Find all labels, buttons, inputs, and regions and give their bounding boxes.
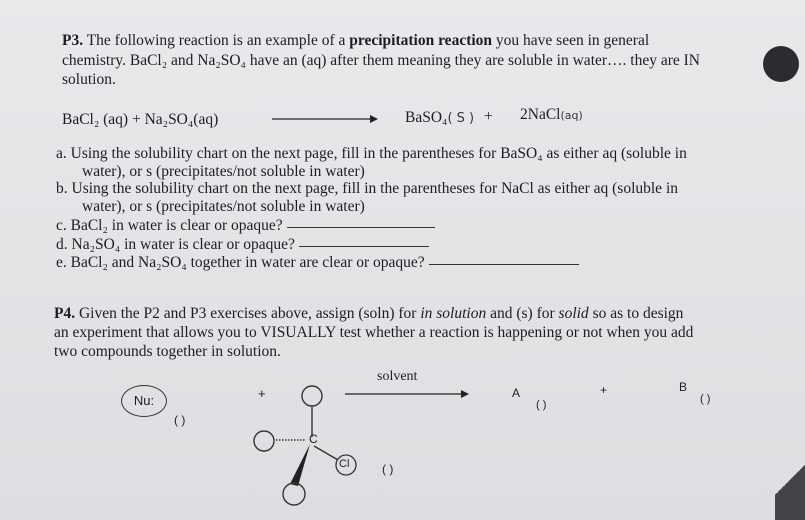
answer-blank-e[interactable] [429,263,579,265]
equation-product-2 [520,106,583,124]
question-a-line-1: a. Using the solubility chart on the next page, fill in the parentheses for BaSO₄ as either aq (soluble in [56,145,687,162]
corner-dot [763,46,799,82]
question-d-text: d. Na₂SO₄ in water is clear or opaque? [56,236,295,253]
product-a-label: A [512,386,521,400]
solid-term: solid [558,305,589,322]
nacl-formula: 2NaCl [520,106,561,123]
baso4-formula: BaSO₄ [405,109,448,126]
answer-blank-c[interactable] [287,226,435,228]
p3-intro-line-3: solution. [62,71,116,88]
question-e-text: e. BaCl₂ and Na₂SO₄ together in water are clear or opaque? [56,254,425,271]
reaction-arrow [270,112,380,126]
question-b-line-1: b. Using the solubility chart on the next page, fill in the parentheses for NaCl as either aq (soluble in [56,180,678,197]
p4-text-a: Given the P2 and P3 exercises above, assign (soln) for [75,305,421,322]
p3-number: P3. [62,32,84,49]
p3-intro-text-a: The following reaction is an example of a [83,32,350,49]
p3-intro-text-b: you have seen in general [492,32,650,49]
equation-product-1 [405,109,474,127]
p4-line-1 [54,305,683,323]
equation-reactants: BaCl₂ (aq) + Na₂SO₄(aq) [62,111,219,128]
p4-text-b: and (s) for [486,305,559,322]
p3-intro-line-2: chemistry. BaCl₂ and Na₂SO₄ have an (aq) after them meaning they are soluble in water…. they are IN [62,52,700,69]
page-shadow [775,440,805,520]
chlorine-label: Cl [339,458,350,470]
p4-text-c: so as to design [588,305,684,322]
question-d [56,236,429,254]
p3-intro-line-1 [62,32,649,50]
p4-number: P4. [54,305,76,322]
nacl-state-answer: (aq) [560,109,583,122]
carbon-label: C [309,432,318,446]
equation-plus: + [484,108,493,125]
scheme-plus-2: + [600,383,608,397]
baso4-state-answer: ( S ) [447,111,475,126]
substrate-paren: ( ) [382,462,394,476]
solvent-label: solvent [377,369,418,384]
in-solution-term: in solution [420,305,487,322]
scheme-plus-1: + [258,386,266,401]
question-b-line-2: water), or s (precipitates/not soluble in water) [82,198,365,215]
question-c [56,217,435,235]
product-b-paren: ( ) [700,393,711,405]
product-b-label: B [679,380,688,394]
scheme-arrow [343,388,473,400]
answer-blank-d[interactable] [299,245,429,247]
question-c-text: c. BaCl₂ in water is clear or opaque? [56,217,283,234]
substrate-structure [250,382,370,517]
p4-line-3: two compounds together in solution. [54,343,281,360]
product-a-paren: ( ) [536,399,547,411]
p4-line-2: an experiment that allows you to VISUALLY test whether a reaction is happening or not when you add [54,324,694,341]
question-a-line-2: water), or s (precipitates/not soluble in water) [82,163,365,180]
nucleophile-paren: ( ) [174,413,186,427]
precipitation-reaction-term: precipitation reaction [349,32,493,49]
question-e [56,254,579,272]
nucleophile-circle: Nu: [121,385,167,417]
